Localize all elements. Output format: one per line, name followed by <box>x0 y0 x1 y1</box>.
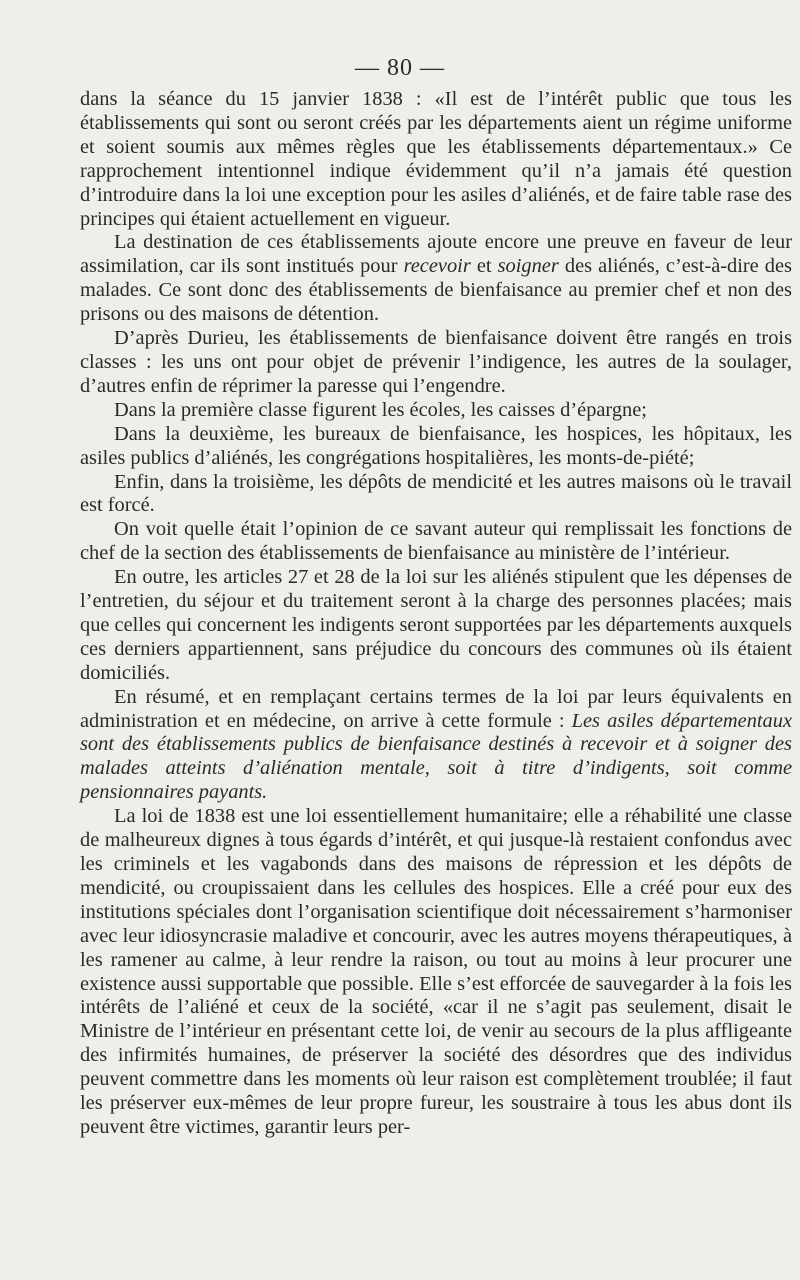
text-run: Enfin, dans la troisième, les dépôts de mendicité et les autres maisons où le travail est forcé. <box>80 470 792 517</box>
paragraph <box>80 686 792 806</box>
text-run: La destination de ces établissements ajoute encore une preuve en faveur de leur assimilation, car ils sont institués pour <box>80 231 792 278</box>
text-run: La loi de 1838 est une loi essentiellement humanitaire; elle a réhabilité une classe de malheureux dignes à tous égards d’intérêt, et qui jusque-là restaient confondus avec les criminels et les vagabonds dans des maisons de répression et les dépôts de mendicité, ou croupissaient dans les cellules des hospices. Elle a créé pour eux des institutions spéciales dont l’organisation scientifique doit nécessairement s’harmoniser avec leur idiosyncrasie maladive et concourir, avec les autres moyens thérapeutiques, à les ramener au calme, à leur rendre la raison, ou tout au moins à leur procurer une existence aussi supportable que possible. Elle s’est efforcée de sauvegarder à la fois les intérêts de l’aliéné et ceux de la société, «car il ne s’agit pas seulement, disait le Ministre de l’intérieur en présentant cette loi, de venir au secours de la plus affligeante des infirmités humaines, de préserver la société des désordres que des individus peuvent commettre dans les moments où leur raison est complètement troublée; il faut les préserver eux-mêmes de leur propre fureur, les soustraire à tous les abus dont ils peuvent être victimes, garantir leurs per- <box>80 805 792 1138</box>
page-number: — 80 — <box>355 55 445 81</box>
italic-text: recevoir <box>403 255 471 278</box>
paragraph <box>80 566 792 686</box>
text-run: et <box>470 255 498 278</box>
text-run: D’après Durieu, les établissements de bienfaisance doivent être rangés en trois classes : les uns ont pour objet de prévenir l’indigence, les autres de la soulager, d’autres enfin de réprimer la paresse qui l’engendre. <box>80 327 792 397</box>
text-run: des aliénés, c’est-à-dire des malades. Ce sont donc des établissements de bienfaisance au premier chef et non des prisons ou des maisons de détention. <box>80 255 792 326</box>
text-run: En résumé, et en remplaçant certains termes de la loi par leurs équivalents en administration et en médecine, on arrive à cette formule : <box>80 685 792 732</box>
paragraph <box>80 805 792 1140</box>
paragraph <box>80 231 792 327</box>
italic-text: soigner <box>497 255 559 278</box>
paragraph <box>80 88 792 231</box>
text-run: Dans la première classe figurent les écoles, les caisses d’épargne; <box>114 398 647 421</box>
body-text <box>80 88 792 1140</box>
text-run: On voit quelle était l’opinion de ce savant auteur qui remplissait les fonctions de chef de la section des établissements de bienfaisance au ministère de l’intérieur. <box>80 518 792 565</box>
italic-text: Les asiles départementaux sont des établissements publics de bienfaisance destinés à recevoir et à soigner des malades atteints d’aliénation mentale, soit à titre d’indigents, soit comme pensionnaires payants. <box>80 709 792 804</box>
paragraph <box>80 423 792 471</box>
paragraph <box>80 327 792 399</box>
text-run: En outre, les articles 27 et 28 de la loi sur les aliénés stipulent que les dépenses de l’entretien, du séjour et du traitement seront à la charge des personnes placées; mais que celles qui concernent les indigents seront supportées par les départements auxquels ces derniers appartiennent, sans préjudice du concours des communes où ils étaient domiciliés. <box>80 566 792 684</box>
text-run: dans la séance du 15 janvier 1838 : «Il est de l’intérêt public que tous les établissements qui sont ou seront créés par les départements aient un régime uniforme et soient soumis aux mêmes règles que les établissements départementaux.» Ce rapprochement intentionnel indique évidemment qu’il n’a jamais été question d’introduire dans la loi une exception pour les asiles d’aliénés, et de faire table rase des principes qui étaient actuellement en vigueur. <box>80 88 792 230</box>
text-run: Dans la deuxième, les bureaux de bienfaisance, les hospices, les hôpitaux, les asiles publics d’aliénés, les congrégations hospitalières, les monts-de-piété; <box>80 422 792 469</box>
paragraph <box>80 518 792 566</box>
paragraph <box>80 471 792 519</box>
paragraph <box>80 399 792 423</box>
